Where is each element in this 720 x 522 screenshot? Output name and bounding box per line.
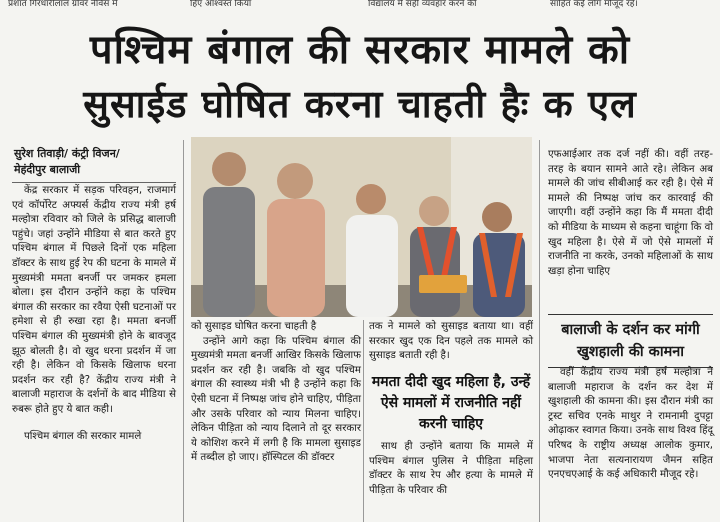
- headline-line-1: पश्चिम बंगाल की सरकार मामले को: [89, 27, 631, 73]
- column-3-body: [369, 440, 533, 498]
- col2-paragraph-1: उन्होंने आगे कहा कि पश्चिम बंगाल की मुख्यमंत्री ममता बनर्जी आखिर किसके खिलाफ प्रदर्शन कर रही है। जबकि वो खुद पश्चिम बंगाल की स्वास्थ्य मंत्री भी है उन्होंने कहा कि ऐसी घटना में निष्पक्ष जांच होने चाहिए, पीड़िता और उसके परिवार को न्याय मिलना चाहिए। लेकिन पीड़िता को न्याय दिलाने तो दूर सरकार ये कोशिश करने में लगी है कि मामला सुसाइड में तब्दील हो जाए। हॉस्पिटल की डॉक्टर: [191, 335, 361, 464]
- byline-location: मेहंदीपुर बालाजी: [14, 163, 81, 176]
- previous-article-strip-1: प्रशांत गिरधारीलाल ग्रोवर नेविस में: [8, 0, 118, 9]
- column-2: [191, 320, 361, 466]
- gift-box: [419, 275, 467, 293]
- subhead-balaji: बालाजी के दर्शन कर मांगी खुशहाली की कामना: [548, 314, 713, 368]
- headline-line-2: सुसाईड घोषित करना चाहती हैः क एल: [83, 82, 637, 126]
- col2-continuation: को सुसाइड घोषित करना चाहती है: [191, 321, 317, 332]
- news-photo: [191, 137, 532, 317]
- col3-continuation: तक ने मामले को सुसाइड बताया था। वहीं सरकार खुद एक दिन पहले तक मामले को सुसाइड बताती रही है।: [369, 321, 533, 362]
- col1-paragraph-1: केंद्र सरकार में सड़क परिवहन, राजमार्ग एवं कॉर्पोरेट अफ्यर्स केंद्रीय राज्य मंत्री हर्ष मल्होत्रा रविवार को जिले के प्रसिद्ध बालाजी पहुंचे। जहां उन्होंने मीडिया से बात करते हुए पश्चिम बंगाल में पिछले दिनों एक महिला डॉक्टर के साथ हुई रेप की घटना के मामले में मुख्यमंत्री ममता बनर्जी पर जमकर हमला बोला। इस दौरान उन्होंने कहा के पश्चिम बंगाल की सरकार का रवैया ऐसी घटनाओं पर हमेशा से ही रुखा रहा है। ममता बनर्जी पश्चिम बंगाल की मुख्यमंत्री होने के बावजूद झूठ बोलती है। वो खुद धरना प्रदर्शन में जा रही है। लेकिन वो किसके खिलाफ धरना प्रदर्शन कर रही है? केंद्रीय राज्य मंत्री ने बालाजी महाराज के दर्शनों के बाद मीडिया से रुबरू होते हुए ये बात कही।: [12, 185, 176, 415]
- column-1: [12, 184, 176, 444]
- col4-paragraph-1: एफआईआर तक दर्ज नहीं की। वहीं तरह-तरह के बयान सामने आते रहे। लेकिन अब मामले की जांच सीबीआई कर रही है। ऐसे में मामले की निष्पक्ष जांच कर कारवाई की जाएगी। वहीं उन्होंने कहा कि मैं ममता दीदी को मीडिया के माध्यम से कहना चाहूंगा कि वो खुद महिला है। ऐसे में जो ऐसे मामलों में राजनीति ना करके, उनको महिलाओं के साथ खड़ा होना चाहिए: [548, 149, 713, 277]
- previous-article-strip-3: विद्यालय में सही व्यवहार करने की: [368, 0, 477, 9]
- column-divider-1: [183, 140, 184, 522]
- byline-reporter: सुरेश तिवाड़ी/ कंट्री विजन/: [14, 147, 120, 160]
- photo-illustration: [191, 137, 532, 317]
- col3-paragraph-1: साथ ही उन्होंने बताया कि मामले में पश्चिम बंगाल पुलिस ने पीड़िता महिला डॉक्टर के साथ रेप और हत्या के मामले में पीड़िता के परिवार की: [369, 441, 533, 496]
- column-4: [548, 148, 713, 279]
- column-divider-2: [363, 320, 364, 522]
- subhead-mamta: ममता दीदी खुद महिला है, उन्हें ऐसे मामलों में राजनीति नहीं करनी चाहिए: [371, 374, 531, 432]
- col1-paragraph-2: पश्चिम बंगाल की सरकार मामले: [24, 430, 142, 442]
- byline-divider: [12, 182, 176, 183]
- column-4-body: [548, 366, 713, 483]
- column-3: [369, 320, 533, 364]
- col4-paragraph-2: वहीं केंद्रीय राज्य मंत्री हर्ष मल्होत्रा ने बालाजी महाराज के दर्शन कर देश में खुशहाली की कामना की। इस दौरान मंत्री का ट्रस्ट सचिव एनके माथुर ने रामनामी दुपट्टा ओढ़ाकर स्वागत किया। उनके साथ विश्व हिंदू परिषद के राष्ट्रीय अध्यक्ष आलोक कुमार, भाजपा नेता सत्यनारायण जैमन सहित एनएचएआई के कई अधिकारी मौजूद रहे।: [548, 367, 713, 481]
- byline: [14, 146, 176, 178]
- previous-article-strip-2: हिए आश्वस्त किया: [190, 0, 252, 9]
- column-divider-3: [539, 140, 540, 522]
- previous-article-strip-4: साहित कई लोग मौजूद रहे।: [550, 0, 638, 9]
